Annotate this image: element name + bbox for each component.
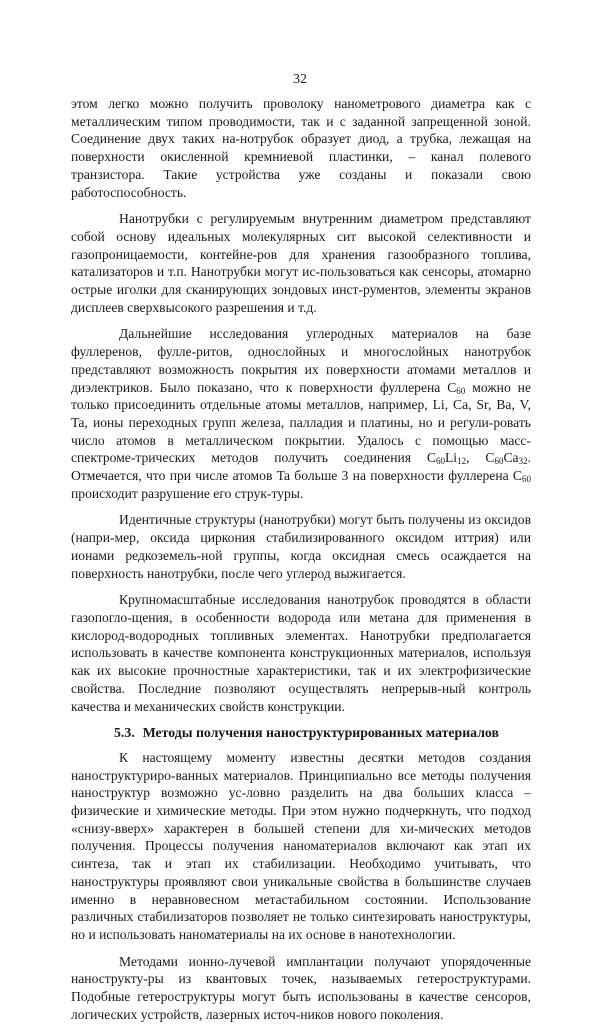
subscript: 32 bbox=[518, 456, 528, 467]
section-title: Методы получения наноструктурированных материалов bbox=[142, 725, 499, 741]
paragraph: Методами ионно-лучевой имплантации получают упорядоченные нанострукту-ры из квантовых точек, называемых гетероструктурами. Подобные гетероструктуры могут быть использованы в качестве сенсоров, логических устройств, лазерных источ-ников нового поколения. bbox=[71, 953, 531, 1022]
text-run: Li bbox=[445, 450, 458, 466]
page-number: 32 bbox=[293, 72, 307, 87]
text-run: . Отмечается, что при числе атомов Ta больше 3 на поверхности фуллерена C bbox=[71, 450, 531, 484]
paragraph: К настоящему моменту известны десятки методов создания наноструктуриро-ванных материалов. Принципиально все методы получения наноструктур возможно ус-ловно разделить на два больших класса – физические и химические методы. При этом нужно подчеркнуть, что подход «снизу-вверх» характерен в большей степени для хи-мических методов получения. Процессы получения наноматериалов включают как этап их синтеза, так и этап их стабилизации. Необходимо учитывать, что наноструктуры проявляют свои уникальные свойства в большинстве случаев именно в неравновесном метастабильном состоянии. Использование различных стабилизаторов позволяет не только синтезировать наноструктуры, но и использовать наноматериалы на их основе в нанотехнологии. bbox=[71, 749, 531, 942]
subscript: 60 bbox=[436, 456, 445, 467]
text-run: , C bbox=[466, 450, 495, 466]
text-run: происходит разрушение его струк-туры. bbox=[71, 485, 304, 501]
text-run: Дальнейшие исследования углеродных материалов на базе фуллеренов, фулле-ритов, однослойных и многослойных нанотрубок представляют возможность покрытия их поверхности атомами металлов и диэлектриков. Было показано, что к поверхности фуллерена C bbox=[71, 326, 531, 395]
subscript: 60 bbox=[494, 456, 504, 467]
paragraph-fullerene bbox=[71, 325, 531, 502]
subscript: 12 bbox=[457, 456, 467, 467]
paragraph: Нанотрубки с регулируемым внутренним диаметром представляют собой основу идеальных молекулярных сит высокой селективности и газопроницаемости, контейне-ров для хранения газообразного топлива, катализаторов и т.п. Нанотрубки могут ис-пользоваться как сенсоры, атомарно острые иголки для сканирующих зондовых инст-рументов, элементы экранов дисплеев сверхвысокого разрешения и т.д. bbox=[71, 211, 531, 315]
section-heading bbox=[71, 724, 531, 742]
text-run: можно не только присоединить отдельные атомы металлов, например, Li, Ca, Sr, Ba, V, Ta, ионы переходных групп железа, палладия и платины, но и регули-ровать число атомов в металлическом покрытии. Удалось с помощью масс-спектроме-трических методов получить соединения C bbox=[71, 379, 531, 466]
paragraph: Крупномасштабные исследования нанотрубок проводятся в области газопогло-щения, в особенности водорода или метана для применения в кислород-водородных топливных элементах. Нанотрубки предполагается использовать в качестве компонента конструкционных материалов, используя как их высокие прочностные характеристики, так и их электрофизические свойства. Последние позволяют осуществлять непрерыв-ный контроль качества и механических свойств конструкции. bbox=[71, 592, 531, 714]
paragraph: Идентичные структуры (нанотрубки) могут быть получены из оксидов (напри-мер, оксида циркония стабилизированного оксидом иттрия) или ионами редкоземель-ной группы, когда оксидная смесь осаждается на поверхность нанотрубки, после чего углерод выжигается. bbox=[71, 512, 531, 581]
section-number: 5.3. bbox=[114, 725, 135, 741]
subscript: 60 bbox=[456, 385, 466, 396]
text-run: Ca bbox=[503, 450, 519, 466]
page-body bbox=[71, 95, 531, 1032]
paragraph: этом легко можно получить проволоку нанометрового диаметра как с металлическим типом проводимости, так и с заданной запрещенной зоной. Соединение двух таких на-нотрубок образует диод, а трубка, лежащая на поверхности окисленной кремниевой пластинки, – канал полевого транзистора. Такие устройства уже созданы и показали свою работоспособность. bbox=[71, 96, 531, 200]
subscript: 60 bbox=[522, 474, 531, 485]
